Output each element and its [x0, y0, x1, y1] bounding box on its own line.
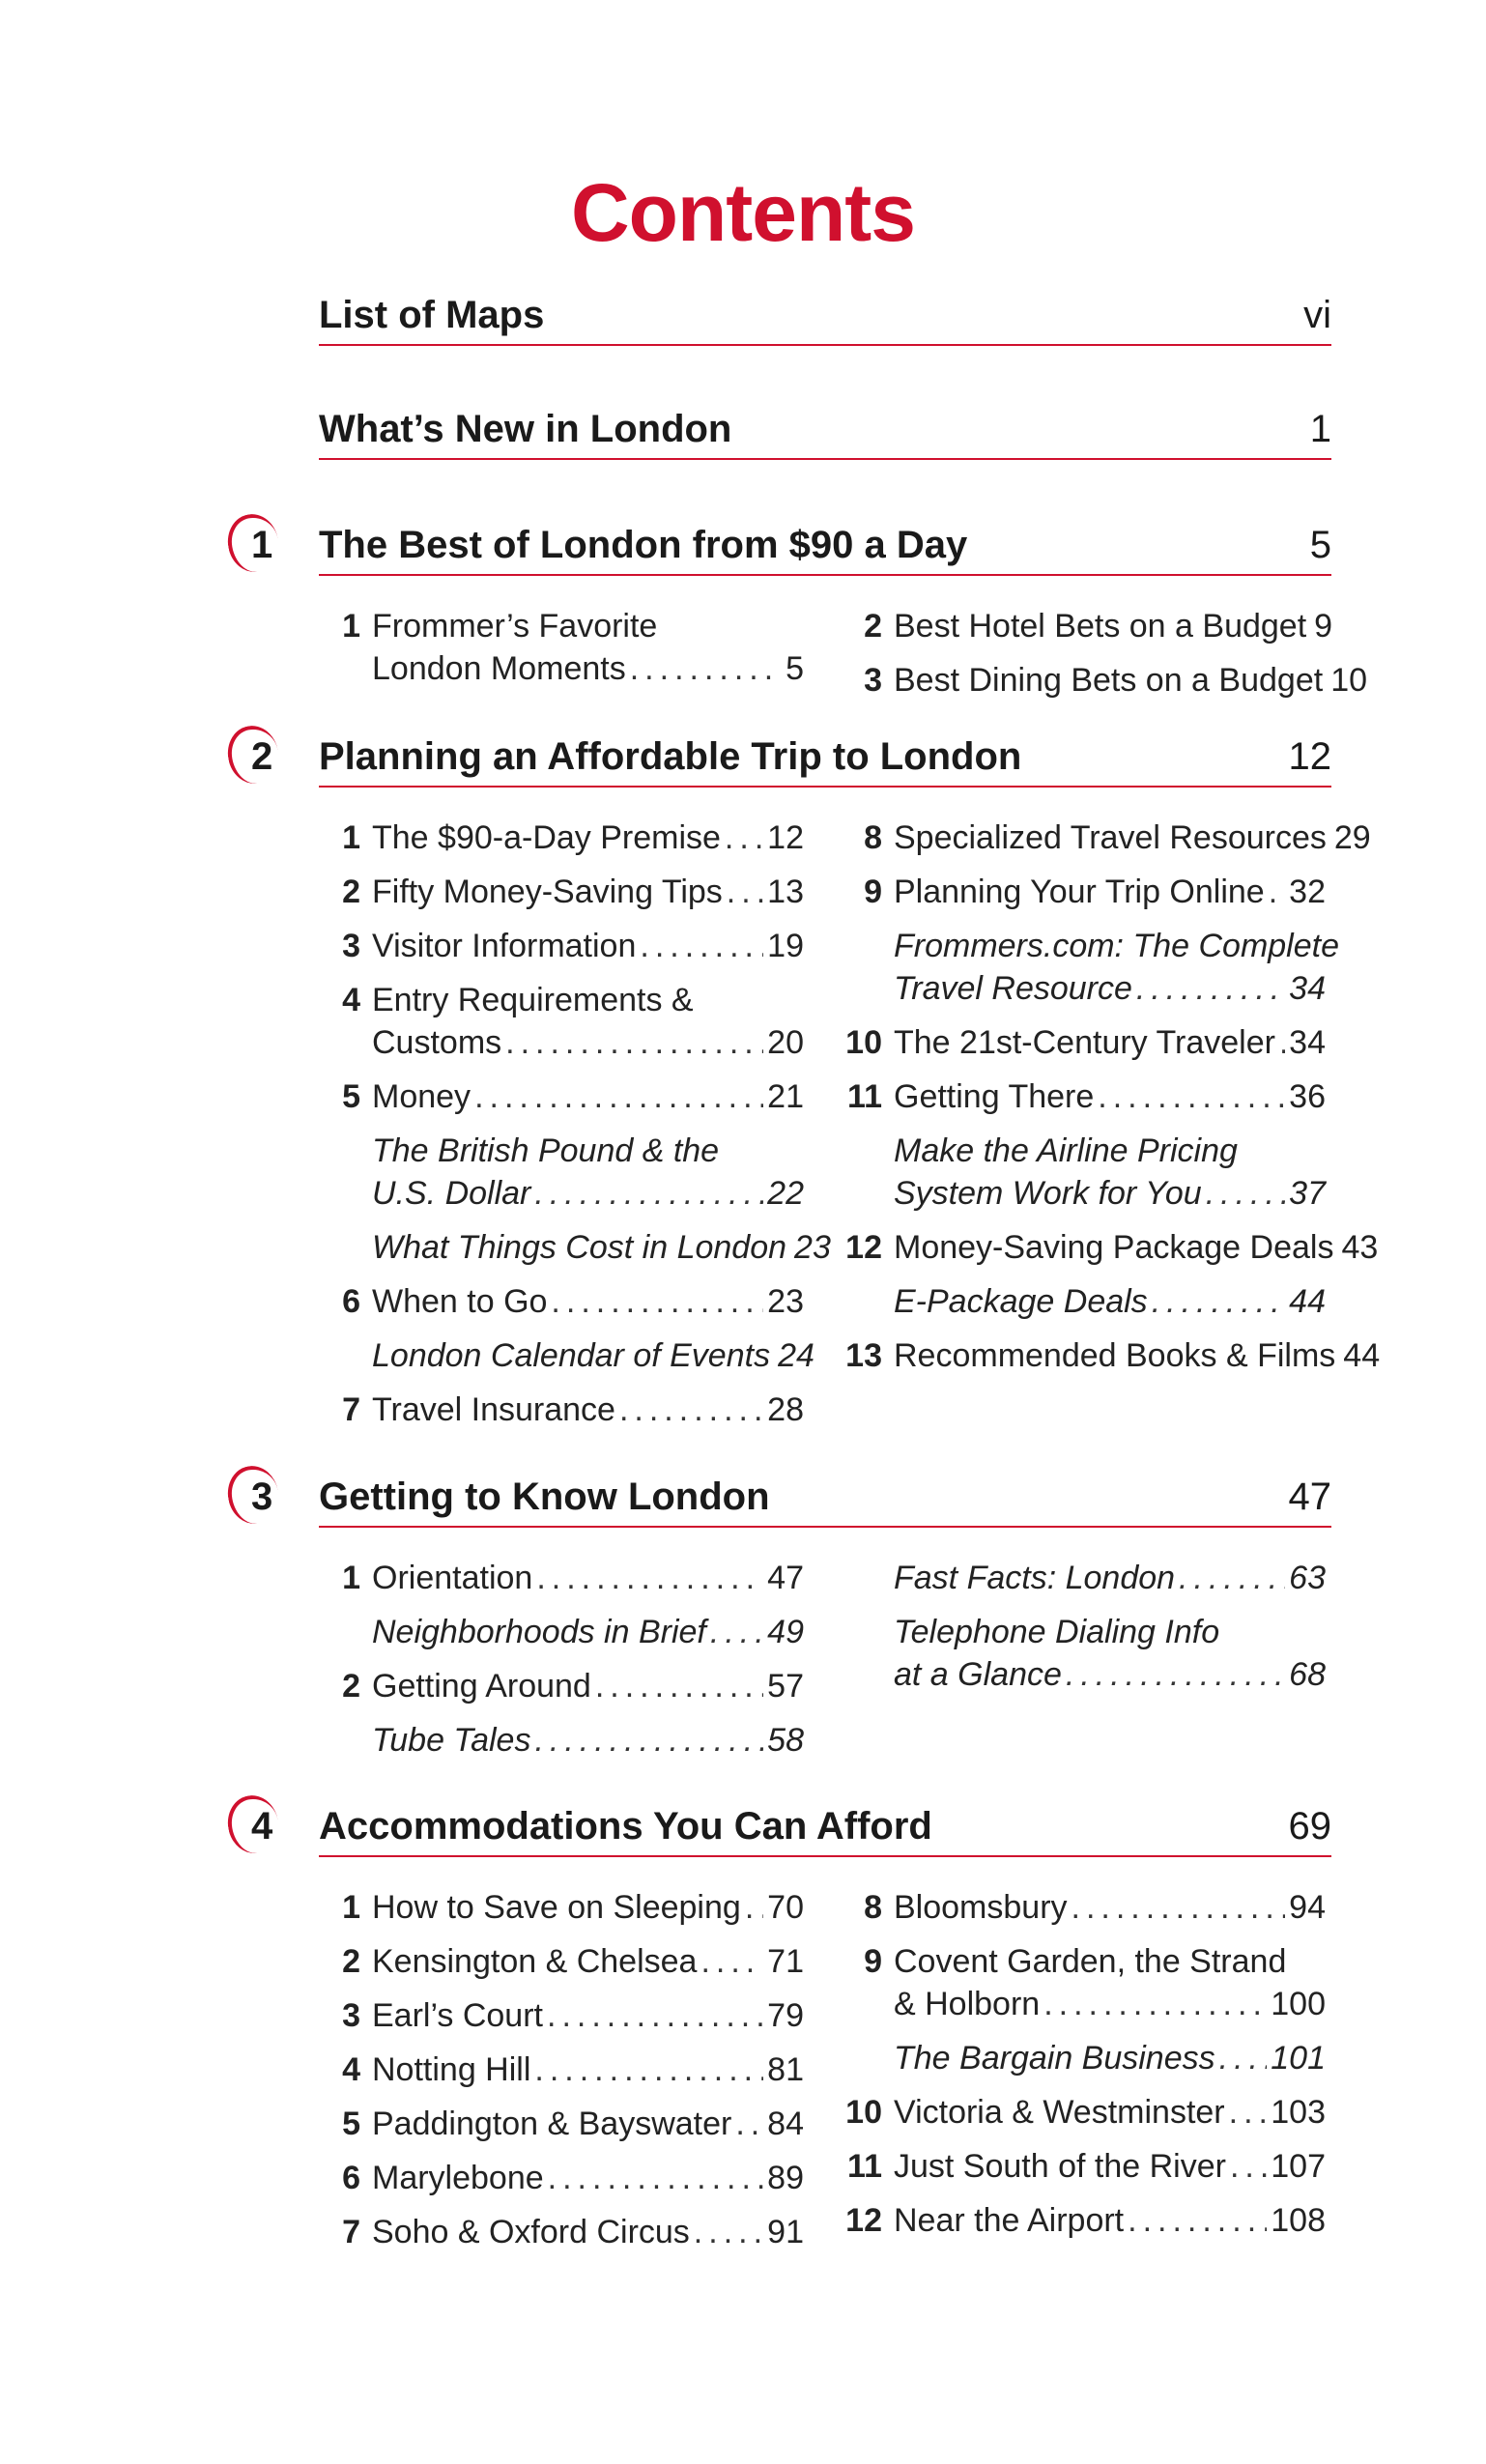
- entry-last-line: [894, 1557, 1326, 1599]
- chapter-title: Accommodations You Can Afford: [319, 1805, 932, 1848]
- entry-text-line: Telephone Dialing Info: [894, 1614, 1220, 1650]
- entry-label: Specialized Travel Resources: [894, 819, 1327, 856]
- entry-number: 4: [342, 982, 360, 1018]
- toc-entry[interactable]: [0, 2091, 1486, 2134]
- entry-label: Money: [372, 1078, 472, 1115]
- entry-label: Travel Resource: [894, 970, 1132, 1007]
- entry-number: 10: [845, 1024, 882, 1061]
- front-item-heading[interactable]: [319, 410, 1331, 460]
- front-item-heading[interactable]: [319, 296, 1331, 346]
- toc-entry[interactable]: [0, 1557, 1486, 1599]
- entry-label: Soho & Oxford Circus: [372, 2214, 690, 2250]
- entry-number: 10: [845, 2094, 882, 2131]
- entry-number: 3: [342, 1997, 360, 2034]
- entry-text-line: The British Pound & the: [372, 1132, 720, 1169]
- toc-entry[interactable]: [0, 2037, 1486, 2079]
- entry-page: 100: [1271, 1986, 1326, 2022]
- entry-number: 9: [864, 874, 882, 910]
- toc-entry[interactable]: [0, 817, 1486, 859]
- entry-number: 11: [847, 1078, 882, 1115]
- entry-page: 37: [1289, 1175, 1326, 1212]
- entry-last-line: [372, 1719, 804, 1762]
- entry-label: How to Save on Sleeping: [372, 1889, 741, 1926]
- entry-last-line: [894, 1172, 1326, 1215]
- entry-last-line: [894, 2037, 1326, 2079]
- dot-leader: [1072, 1886, 1286, 1929]
- chapter-page: 12: [1288, 735, 1331, 778]
- entry-page: 32: [1289, 874, 1326, 910]
- entry-label: Travel Insurance: [372, 1391, 615, 1428]
- entry-number: 11: [847, 2148, 882, 2185]
- entry-page: 34: [1289, 1024, 1326, 1061]
- entry-label: Kensington & Chelsea: [372, 1943, 698, 1980]
- toc-entry[interactable]: [0, 1611, 1486, 1696]
- entry-label: System Work for You: [894, 1175, 1202, 1212]
- entry-page: 91: [767, 2214, 804, 2250]
- entry-page: 22: [767, 1175, 804, 1212]
- toc-entry[interactable]: [0, 2199, 1486, 2242]
- entry-number: 7: [342, 1391, 360, 1428]
- chapter-page: 69: [1288, 1805, 1331, 1848]
- entry-number: 2: [342, 1668, 360, 1705]
- entry-label: Orientation: [372, 1560, 533, 1596]
- entry-number: 8: [864, 819, 882, 856]
- entry-label: Visitor Information: [372, 928, 637, 964]
- entry-page: 12: [767, 819, 804, 856]
- entry-page: 23: [767, 1283, 804, 1320]
- page-title: Contents: [571, 167, 915, 258]
- entry-page: 47: [767, 1560, 804, 1596]
- entry-number: 1: [342, 1889, 360, 1926]
- chapter-number: 3: [251, 1476, 273, 1518]
- chapter-title: The Best of London from $90 a Day: [319, 524, 968, 566]
- entry-number: 6: [342, 2160, 360, 2196]
- dot-leader: [1219, 2037, 1268, 2079]
- entry-label: Just South of the River: [894, 2148, 1226, 2185]
- dot-leader: [1269, 871, 1285, 913]
- entry-number: 3: [864, 662, 882, 699]
- entry-label: London Moments: [372, 650, 626, 687]
- dot-leader: [534, 1719, 763, 1762]
- entry-page: 36: [1289, 1078, 1326, 1115]
- entry-last-line: [894, 1226, 1379, 1269]
- toc-entry[interactable]: [0, 1940, 1486, 2025]
- dot-leader: [1279, 1021, 1285, 1064]
- toc-entry[interactable]: [0, 1886, 1486, 1929]
- entry-number: 3: [342, 928, 360, 964]
- toc-entry[interactable]: [0, 1334, 1486, 1377]
- chapter-number-badge: [224, 514, 292, 572]
- entry-number: 5: [342, 1078, 360, 1115]
- entry-page: 58: [767, 1722, 804, 1759]
- toc-entry[interactable]: [0, 1389, 1486, 1431]
- entry-page: 19: [767, 928, 804, 964]
- entry-number: 2: [342, 1943, 360, 1980]
- toc-entry[interactable]: [0, 871, 1486, 913]
- chapter-number-badge: [224, 1466, 292, 1524]
- chapter-title: Getting to Know London: [319, 1476, 770, 1518]
- chapter-page: 47: [1288, 1476, 1331, 1518]
- entry-last-line: [372, 1389, 804, 1431]
- dot-leader: [1179, 1557, 1285, 1599]
- chapter-number-badge: [224, 726, 292, 784]
- entry-label: London Calendar of Events: [372, 1337, 771, 1374]
- entry-page: 89: [767, 2160, 804, 2196]
- entry-label: The 21st-Century Traveler: [894, 1024, 1275, 1061]
- chapter-page: 5: [1309, 524, 1331, 566]
- chapter-number: 4: [251, 1805, 273, 1848]
- entry-label: Best Hotel Bets on a Budget: [894, 608, 1307, 645]
- entry-page: 107: [1271, 2148, 1326, 2185]
- entry-page: 24: [778, 1337, 814, 1374]
- entry-last-line: [894, 659, 1368, 702]
- dot-leader: [1229, 2091, 1268, 2134]
- entry-page: 63: [1289, 1560, 1326, 1596]
- entry-label: Money-Saving Package Deals: [894, 1229, 1334, 1266]
- entry-number: 6: [342, 1283, 360, 1320]
- entry-page: 20: [767, 1024, 804, 1061]
- entry-last-line: [894, 1021, 1326, 1064]
- entry-number: 1: [342, 1560, 360, 1596]
- dot-leader: [1152, 1280, 1285, 1323]
- entry-label: E-Package Deals: [894, 1283, 1148, 1320]
- entry-label: Tube Tales: [372, 1722, 531, 1759]
- dot-leader: [1066, 1653, 1285, 1696]
- entry-number: 12: [845, 1229, 882, 1266]
- entry-page: 94: [1289, 1889, 1326, 1926]
- entry-last-line: [894, 1280, 1326, 1323]
- entry-page: 84: [767, 2106, 804, 2142]
- entry-text-line: Entry Requirements &: [372, 982, 694, 1018]
- entry-last-line: [894, 1886, 1326, 1929]
- front-item-page: 1: [1309, 408, 1331, 450]
- entry-page: 103: [1271, 2094, 1326, 2131]
- entry-page: 71: [767, 1943, 804, 1980]
- toc-entry[interactable]: [0, 1226, 1486, 1269]
- entry-number: 5: [342, 2106, 360, 2142]
- entry-label: at a Glance: [894, 1656, 1062, 1693]
- entry-label: What Things Cost in London: [372, 1229, 787, 1266]
- entry-last-line: [894, 1075, 1326, 1118]
- entry-last-line: [894, 2199, 1326, 2242]
- entry-label: Neighborhoods in Brief: [372, 1614, 706, 1650]
- entry-page: 21: [767, 1078, 804, 1115]
- entry-page: 5: [786, 650, 804, 687]
- toc-entry[interactable]: [0, 1280, 1486, 1323]
- chapter-number: 1: [251, 524, 273, 566]
- dot-leader: [1136, 967, 1285, 1010]
- entry-label: Near the Airport: [894, 2202, 1125, 2239]
- entry-last-line: [894, 1983, 1326, 2025]
- entry-number: 12: [845, 2202, 882, 2239]
- entry-label: Best Dining Bets on a Budget: [894, 662, 1324, 699]
- entry-page: 81: [767, 2051, 804, 2088]
- dot-leader: [1128, 2199, 1267, 2242]
- chapter-number: 2: [251, 735, 273, 778]
- entry-page: 44: [1289, 1283, 1326, 1320]
- entry-text-line: Make the Airline Pricing: [894, 1132, 1238, 1169]
- entry-number: 2: [342, 874, 360, 910]
- toc-entry[interactable]: [0, 659, 1486, 702]
- entry-number: 13: [845, 1337, 882, 1374]
- entry-label: Fast Facts: London: [894, 1560, 1176, 1596]
- toc-entry[interactable]: [0, 1021, 1486, 1064]
- chapter-heading[interactable]: [319, 1477, 1331, 1528]
- dot-leader: [1098, 1075, 1285, 1118]
- entry-page: 57: [767, 1668, 804, 1705]
- entry-page: 29: [1333, 819, 1371, 856]
- entry-label: Customs: [372, 1024, 502, 1061]
- front-item-title: What’s New in London: [319, 408, 732, 450]
- entry-number: 1: [342, 608, 360, 645]
- entry-number: 1: [342, 819, 360, 856]
- dot-leader: [619, 1389, 763, 1431]
- entry-last-line: [894, 817, 1371, 859]
- entry-last-line: [894, 967, 1326, 1010]
- entry-label: Getting Around: [372, 1668, 591, 1705]
- entry-last-line: [894, 871, 1326, 913]
- entry-text-line: Frommer’s Favorite: [372, 608, 658, 645]
- entry-label: Planning Your Trip Online: [894, 874, 1265, 910]
- entry-number: 4: [342, 2051, 360, 2088]
- entry-number: 2: [864, 608, 882, 645]
- dot-leader: [1043, 1983, 1267, 2025]
- entry-label: Victoria & Westminster: [894, 2094, 1225, 2131]
- entry-page: 28: [767, 1391, 804, 1428]
- toc-entry[interactable]: [0, 2145, 1486, 2188]
- entry-label: Recommended Books & Films: [894, 1337, 1336, 1374]
- entry-label: Earl’s Court: [372, 1997, 543, 2034]
- entry-label: U.S. Dollar: [372, 1175, 531, 1212]
- chapter-heading[interactable]: [319, 526, 1331, 576]
- entry-text-line: Covent Garden, the Strand: [894, 1943, 1287, 1980]
- dot-leader: [1206, 1172, 1285, 1215]
- entry-number: 8: [864, 1889, 882, 1926]
- toc-entry[interactable]: [0, 1075, 1486, 1118]
- entry-page: 79: [767, 1997, 804, 2034]
- toc-entry[interactable]: [0, 605, 1486, 647]
- entry-last-line: [894, 2091, 1326, 2134]
- entry-last-line: [894, 1334, 1381, 1377]
- entry-label: Getting There: [894, 1078, 1095, 1115]
- entry-page: 70: [767, 1889, 804, 1926]
- entry-label: When to Go: [372, 1283, 548, 1320]
- entry-page: 23: [794, 1229, 831, 1266]
- entry-page: 10: [1330, 662, 1368, 699]
- entry-text-line: Frommers.com: The Complete: [894, 928, 1339, 964]
- entry-page: 108: [1271, 2202, 1326, 2239]
- entry-number: 7: [342, 2214, 360, 2250]
- entry-label: Paddington & Bayswater: [372, 2106, 732, 2142]
- entry-label: Fifty Money-Saving Tips: [372, 874, 723, 910]
- entry-page: 49: [767, 1614, 804, 1650]
- entry-page: 68: [1289, 1656, 1326, 1693]
- front-item-page: vi: [1303, 294, 1331, 336]
- chapter-title: Planning an Affordable Trip to London: [319, 735, 1022, 778]
- entry-page: 101: [1271, 2040, 1326, 2077]
- entry-page: 44: [1343, 1337, 1381, 1374]
- entry-page: 34: [1289, 970, 1326, 1007]
- dot-leader: [1230, 2145, 1267, 2188]
- toc-entry[interactable]: [0, 925, 1486, 1010]
- chapter-heading[interactable]: [319, 737, 1331, 788]
- entry-number: 9: [864, 1943, 882, 1980]
- front-item-title: List of Maps: [319, 294, 545, 336]
- chapter-heading[interactable]: [319, 1807, 1331, 1857]
- entry-label: Notting Hill: [372, 2051, 531, 2088]
- entry-last-line: [894, 605, 1333, 647]
- entry-label: Bloomsbury: [894, 1889, 1068, 1926]
- entry-label: The Bargain Business: [894, 2040, 1215, 2077]
- entry-last-line: [894, 2145, 1326, 2188]
- toc-entry[interactable]: [0, 1719, 1486, 1762]
- entry-label: & Holborn: [894, 1986, 1041, 2022]
- entry-label: The $90-a-Day Premise: [372, 819, 721, 856]
- entry-page: 13: [767, 874, 804, 910]
- entry-last-line: [894, 1653, 1326, 1696]
- entry-page: 9: [1314, 608, 1333, 645]
- chapter-number-badge: [224, 1795, 292, 1853]
- entry-label: Marylebone: [372, 2160, 544, 2196]
- entry-page: 43: [1341, 1229, 1379, 1266]
- toc-entry[interactable]: [0, 1130, 1486, 1215]
